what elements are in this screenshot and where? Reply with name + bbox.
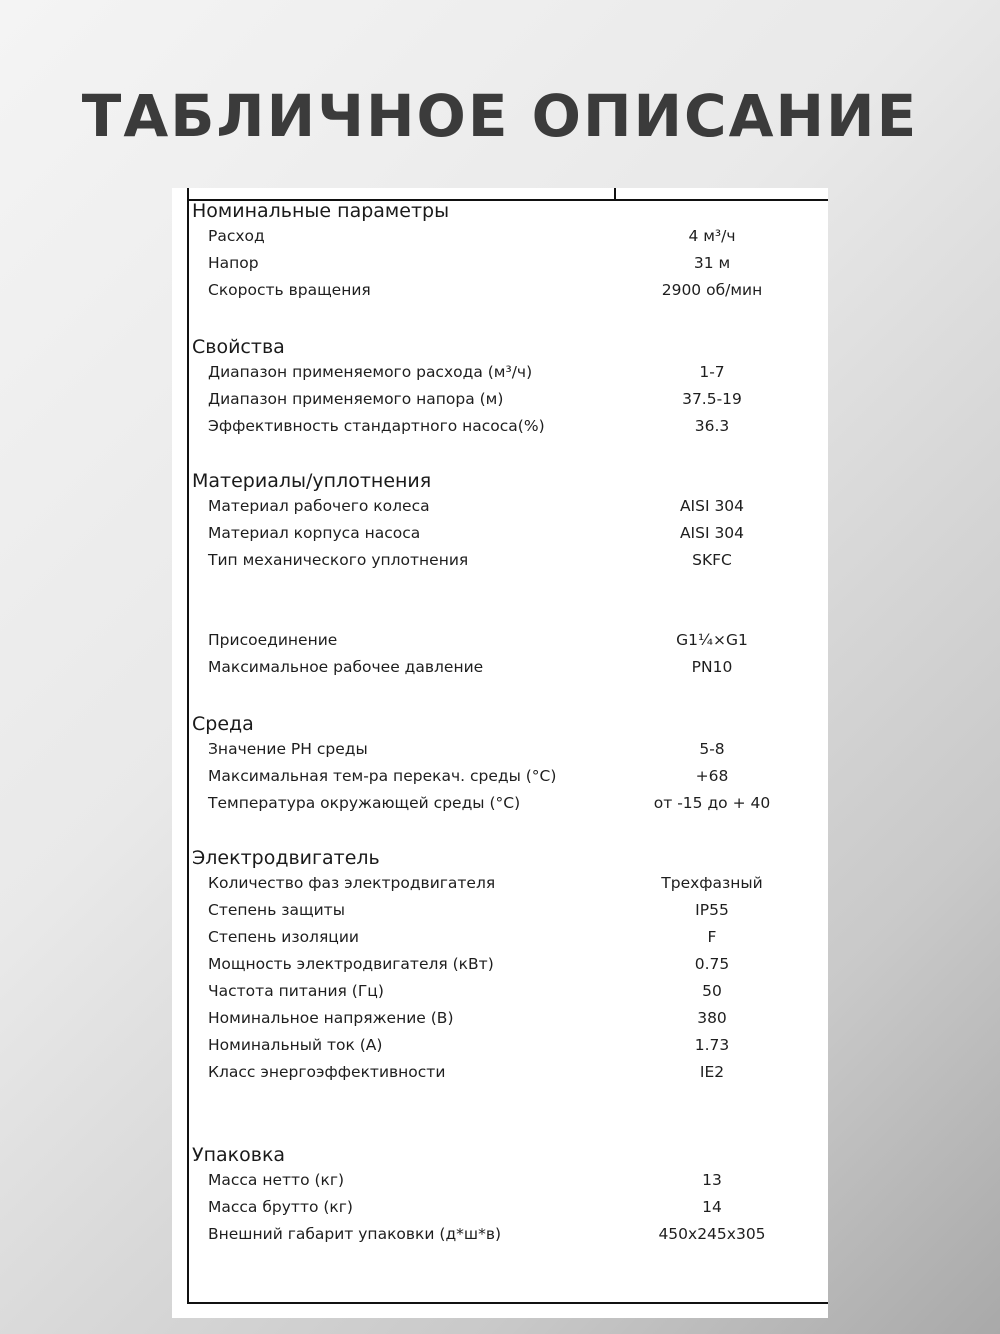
row-value: от -15 до + 40 (653, 794, 771, 812)
page-heading: ТАБЛИЧНОЕ ОПИСАНИЕ (81, 82, 919, 150)
section-title: Упаковка (192, 1144, 286, 1166)
table-row (172, 363, 828, 390)
section-title: Номинальные параметры (192, 200, 450, 222)
row-value: 2900 об/мин (661, 281, 763, 299)
row-label: Температура окружающей среды (°C) (208, 794, 521, 812)
row-label: Частота питания (Гц) (208, 982, 384, 1000)
table-row (172, 631, 828, 658)
row-value: 1-7 (699, 363, 725, 381)
table-row (172, 1063, 828, 1090)
row-value: AISI 304 (679, 497, 745, 515)
row-label: Мощность электродвигателя (кВт) (208, 955, 494, 973)
table-row (172, 901, 828, 928)
row-label: Материал корпуса насоса (208, 524, 421, 542)
row-label: Значение PH среды (208, 740, 368, 758)
table-row (172, 1171, 828, 1198)
table-row (172, 281, 828, 308)
table-row (172, 417, 828, 444)
row-label: Расход (208, 227, 265, 245)
row-label: Масса брутто (кг) (208, 1198, 353, 1216)
section-title: Материалы/уплотнения (192, 470, 432, 492)
table-row (172, 1225, 828, 1252)
row-value: 31 м (693, 254, 731, 272)
row-value: 37.5-19 (682, 390, 742, 408)
row-value: IE2 (699, 1063, 725, 1081)
row-value: F (707, 928, 717, 946)
table-row (172, 1009, 828, 1036)
row-label: Материал рабочего колеса (208, 497, 430, 515)
section-title: Свойства (192, 336, 285, 358)
row-value: 4 м³/ч (688, 227, 736, 245)
table-row (172, 658, 828, 685)
row-value: PN10 (691, 658, 733, 676)
row-label: Степень изоляции (208, 928, 359, 946)
table-column-divider (614, 188, 616, 200)
row-label: Степень защиты (208, 901, 345, 919)
row-label: Номинальное напряжение (В) (208, 1009, 454, 1027)
row-label: Внешний габарит упаковки (д*ш*в) (208, 1225, 502, 1243)
table-row (172, 767, 828, 794)
row-label: Максимальная тем-ра перекач. среды (°C) (208, 767, 557, 785)
row-label: Максимальное рабочее давление (208, 658, 484, 676)
row-label: Напор (208, 254, 259, 272)
table-row (172, 982, 828, 1009)
row-label: Эффективность стандартного насоса(%) (208, 417, 545, 435)
row-label: Класс энергоэффективности (208, 1063, 446, 1081)
table-row (172, 794, 828, 821)
table-row (172, 227, 828, 254)
table-row (172, 254, 828, 281)
row-value: SKFC (692, 551, 732, 569)
row-value: 13 (702, 1171, 722, 1189)
table-row (172, 524, 828, 551)
row-label: Скорость вращения (208, 281, 371, 299)
table-row (172, 1198, 828, 1225)
table-row (172, 874, 828, 901)
row-value: Трехфазный (661, 874, 763, 892)
table-row (172, 1036, 828, 1063)
row-label: Диапазон применяемого расхода (м³/ч) (208, 363, 533, 381)
row-value: 14 (702, 1198, 722, 1216)
row-value: +68 (695, 767, 729, 785)
section-title: Среда (192, 713, 254, 735)
table-row (172, 928, 828, 955)
row-label: Тип механического уплотнения (208, 551, 469, 569)
table-row (172, 390, 828, 417)
row-label: Количество фаз электродвигателя (208, 874, 496, 892)
row-value: 50 (702, 982, 722, 1000)
row-value: 0.75 (694, 955, 730, 973)
spec-sheet (172, 188, 828, 1318)
row-label: Масса нетто (кг) (208, 1171, 345, 1189)
table-row (172, 955, 828, 982)
row-value: IP55 (695, 901, 729, 919)
section-title: Электродвигатель (192, 847, 380, 869)
row-value: AISI 304 (679, 524, 745, 542)
row-value: 5-8 (699, 740, 725, 758)
table-row (172, 497, 828, 524)
row-value: 450x245x305 (658, 1225, 766, 1243)
row-value: 1.73 (694, 1036, 730, 1054)
row-label: Номинальный ток (А) (208, 1036, 383, 1054)
row-value: G1¼×G1 (676, 631, 748, 649)
row-value: 36.3 (694, 417, 730, 435)
row-value: 380 (697, 1009, 727, 1027)
table-row (172, 551, 828, 578)
table-row (172, 740, 828, 767)
row-label: Присоединение (208, 631, 338, 649)
row-label: Диапазон применяемого напора (м) (208, 390, 504, 408)
